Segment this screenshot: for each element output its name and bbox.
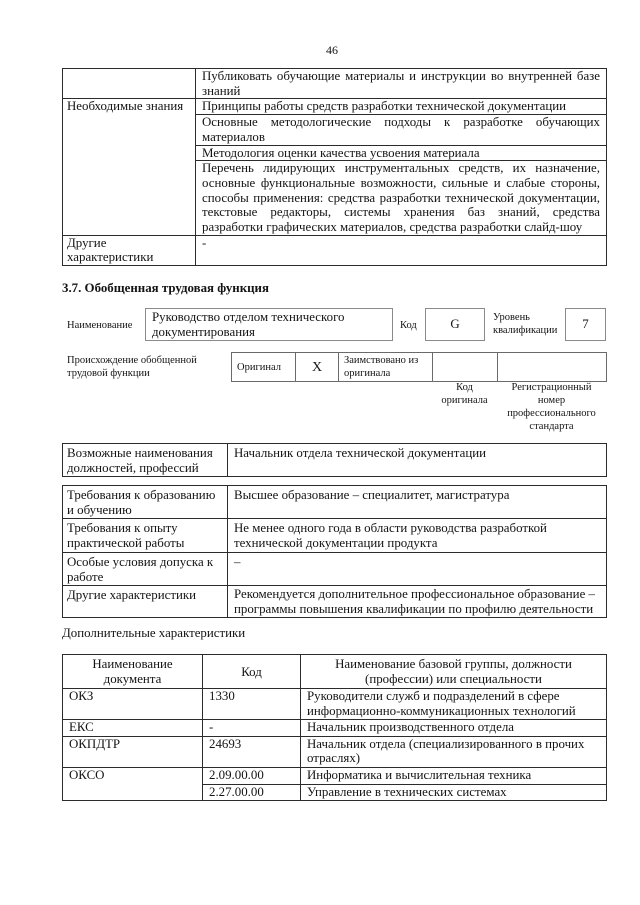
skills-knowledge-table (62, 68, 607, 266)
code-cell: 2.27.00.00 (203, 784, 301, 801)
table-row (63, 736, 607, 767)
function-code: G (425, 308, 485, 341)
positions-value: Начальник отдела технической документации (228, 444, 607, 477)
classifier-table (62, 654, 607, 801)
table-row (63, 235, 607, 265)
positions-label: Возможные наименования должностей, профессий (63, 444, 228, 477)
origin-table (231, 352, 607, 382)
table-row (63, 99, 607, 115)
table-row (63, 689, 607, 720)
borrowed-label: Заимствовано из оригинала (339, 353, 433, 382)
positions-table (62, 443, 607, 477)
doc-cell: ОКЗ (63, 689, 203, 720)
qualification-level: 7 (565, 308, 606, 341)
name-label: Наименование (67, 320, 133, 331)
section-title: 3.7. Обобщенная трудовая функция (62, 281, 269, 295)
knowledge-label: Необходимые знания (63, 99, 196, 235)
code-cell: - (203, 720, 301, 737)
requirement-value: Рекомендуется дополнительное профессиональное образование – программы повышения квалификации по профилю деятельности (228, 586, 607, 617)
origin-label: Происхождение обобщенной трудовой функции (67, 355, 197, 379)
code-cell: 2.09.00.00 (203, 767, 301, 784)
header-cell (301, 655, 607, 689)
knowledge-item: Методология оценки качества усвоения материала (196, 145, 607, 161)
registration-number-cell (498, 353, 607, 382)
header-group-name: Наименование базовой группы, должности (профессии) или специальности (335, 657, 572, 686)
doc-cell: ЕКС (63, 720, 203, 737)
header-code: Код (241, 664, 262, 679)
header-cell (63, 655, 203, 689)
requirement-value: – (228, 552, 607, 585)
knowledge-item: Принципы работы средств разработки технической документации (196, 99, 607, 115)
requirement-label: Требования к образованию и обучению (63, 486, 228, 519)
header-document: Наименование документа (92, 657, 173, 686)
requirement-value: Не менее одного года в области руководства разработкой технической документации продукта (228, 519, 607, 552)
original-mark: X (296, 353, 339, 382)
table-row (232, 353, 607, 382)
other-characteristics-label: Другие характеристики (63, 235, 196, 265)
header-cell (203, 655, 301, 689)
requirement-label: Требования к опыту практической работы (63, 519, 228, 552)
knowledge-item: Основные методологические подходы к разработке обучающих материалов (196, 115, 607, 145)
code-cell: 1330 (203, 689, 301, 720)
table-row (63, 586, 607, 617)
knowledge-item: Перечень лидирующих инструментальных средств, их назначение, основные функциональные возможности, сильные и слабые стороны, способы применения: средства разработки технической документации, текстовые редакторы, системы хранения баз знаний, средства разработки графических материалов, средства разработки слайд-шоу (196, 161, 607, 236)
other-characteristics-value: - (196, 235, 607, 265)
table-row (63, 444, 607, 477)
requirement-label: Другие характеристики (63, 586, 228, 617)
skill-item: Публиковать обучающие материалы и инструкции во внутренней базе знаний (196, 69, 607, 99)
requirement-label: Особые условия допуска к работе (63, 552, 228, 585)
table-row (63, 767, 607, 784)
table-row (63, 552, 607, 585)
name-cell: Начальник производственного отдела (301, 720, 607, 737)
name-cell: Начальник отдела (специализированного в прочих отраслях) (301, 736, 607, 767)
table-row (63, 720, 607, 737)
empty-label-cell (63, 69, 196, 99)
code-label: Код (400, 320, 417, 331)
table-row (63, 69, 607, 99)
name-cell: Руководители служб и подразделений в сфере информационно-коммуникационных технологий (301, 689, 607, 720)
code-cell: 24693 (203, 736, 301, 767)
table-header-row (63, 655, 607, 689)
original-code-caption: Код оригинала (441, 382, 488, 406)
level-label: Уровень квалификации (493, 312, 558, 336)
requirements-table (62, 485, 607, 618)
name-cell: Информатика и вычислительная техника (301, 767, 607, 784)
name-cell: Управление в технических системах (301, 784, 607, 801)
doc-cell: ОКПДТР (63, 736, 203, 767)
doc-cell: ОКСО (63, 767, 203, 800)
function-name-box (145, 308, 393, 341)
page-number: 46 (326, 43, 338, 57)
additional-title: Дополнительные характеристики (62, 626, 246, 640)
requirement-value: Высшее образование – специалитет, магистратура (228, 486, 607, 519)
original-label: Оригинал (232, 353, 296, 382)
table-row (63, 486, 607, 519)
registration-number-caption: Регистрационный номер профессионального стандарта (507, 382, 596, 432)
original-code-cell (433, 353, 498, 382)
table-row (63, 519, 607, 552)
function-name: Руководство отделом технического документирования (152, 310, 345, 339)
